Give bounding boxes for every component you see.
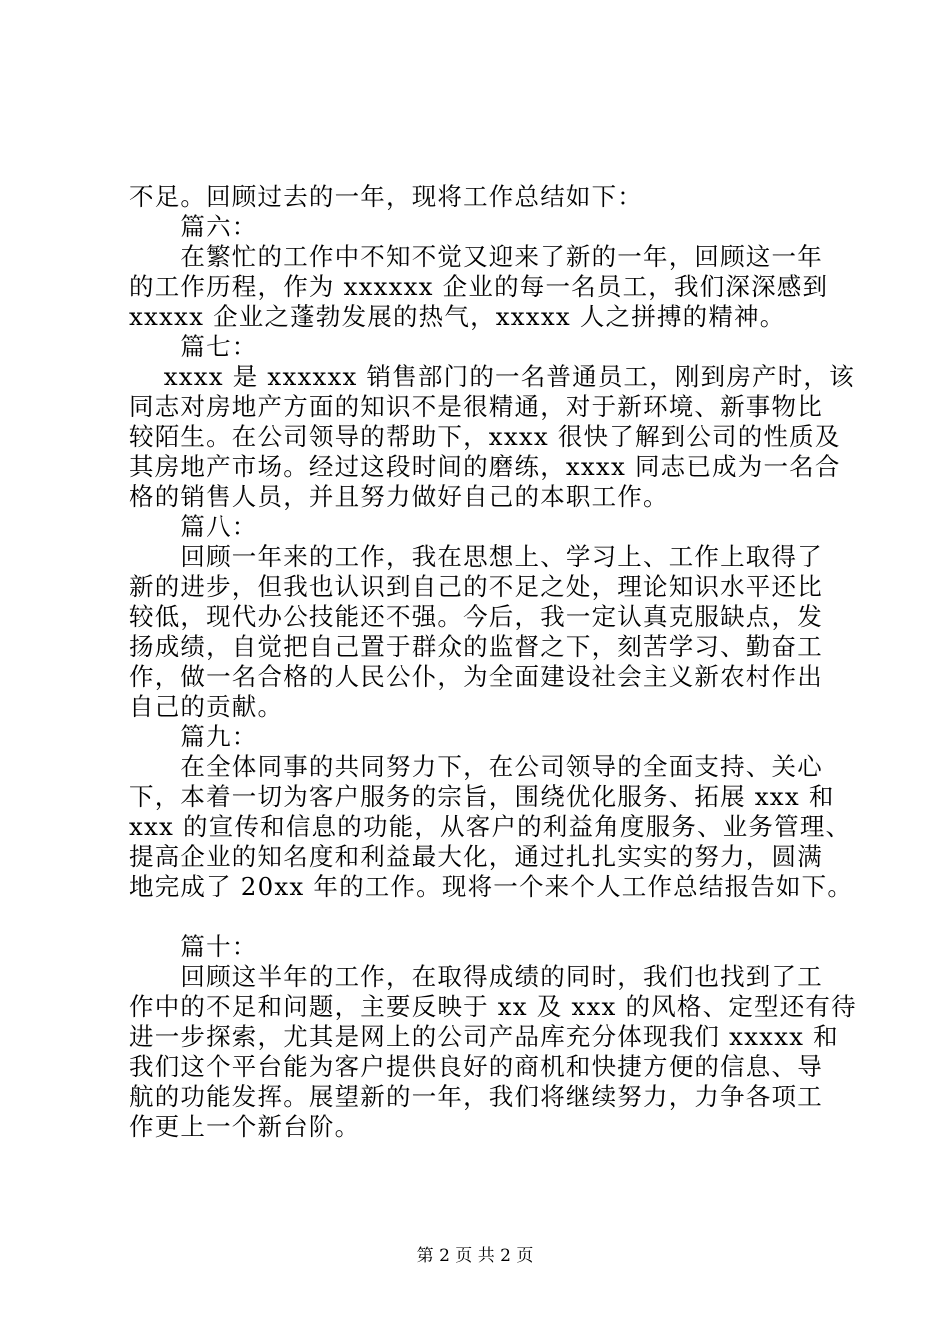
text-line: 作更上一个新台阶。	[129, 1112, 361, 1141]
text-line: xxx 的宣传和信息的功能，从客户的利益角度服务、业务管理、	[129, 812, 852, 841]
text-line: 不足。回顾过去的一年，现将工作总结如下：	[129, 182, 643, 211]
section-heading: 篇六：	[129, 212, 258, 241]
text-line: 自己的贡献。	[129, 692, 284, 721]
section-heading: 篇十：	[129, 932, 258, 961]
page-footer: 第 2 页 共 2 页	[416, 1246, 534, 1266]
text-line: 新的进步，但我也认识到自己的不足之处，理论知识水平还比	[129, 572, 823, 601]
text-line: xxxx 是 xxxxxx 销售部门的一名普通员工，刚到房产时，该	[129, 362, 855, 391]
text-line: 作，做一名合格的人民公仆，为全面建设社会主义新农村作出	[129, 662, 823, 691]
text-line: 进一步探索，尤其是网上的公司产品库充分体现我们 xxxxx 和	[129, 1022, 839, 1051]
text-line: 较低，现代办公技能还不强。今后，我一定认真克服缺点，发	[129, 602, 823, 631]
text-line: 作中的不足和问题，主要反映于 xx 及 xxx 的风格、定型还有待	[129, 992, 857, 1021]
text-line: 的工作历程，作为 xxxxxx 企业的每一名员工，我们深深感到	[129, 272, 829, 301]
text-line: 回顾一年来的工作，我在思想上、学习上、工作上取得了	[129, 542, 823, 571]
text-line: 较陌生。在公司领导的帮助下，xxxx 很快了解到公司的性质及	[129, 422, 841, 451]
section-heading: 篇九：	[129, 722, 258, 751]
section-heading: 篇八：	[129, 512, 258, 541]
text-line: 格的销售人员，并且努力做好自己的本职工作。	[129, 482, 669, 511]
text-line: xxxxx 企业之蓬勃发展的热气，xxxxx 人之拼搏的精神。	[129, 302, 786, 331]
text-line: 在全体同事的共同努力下，在公司领导的全面支持、关心	[129, 752, 823, 781]
text-line: 同志对房地产方面的知识不是很精通，对于新环境、新事物比	[129, 392, 823, 421]
text-line: 其房地产市场。经过这段时间的磨练，xxxx 同志已成为一名合	[129, 452, 841, 481]
text-line: 提高企业的知名度和利益最大化，通过扎扎实实的努力，圆满	[129, 842, 823, 871]
text-line: 下，本着一切为客户服务的宗旨，围绕优化服务、拓展 xxx 和	[129, 782, 835, 811]
text-line: 我们这个平台能为客户提供良好的商机和快捷方便的信息、导	[129, 1052, 823, 1081]
text-line: 地完成了 20xx 年的工作。现将一个来个人工作总结报告如下。	[129, 872, 854, 901]
text-line: 扬成绩，自觉把自己置于群众的监督之下，刻苦学习、勤奋工	[129, 632, 823, 661]
text-line: 航的功能发挥。展望新的一年，我们将继续努力，力争各项工	[129, 1082, 823, 1111]
text-line: 在繁忙的工作中不知不觉又迎来了新的一年，回顾这一年	[129, 242, 823, 271]
section-heading: 篇七：	[129, 332, 258, 361]
text-line: 回顾这半年的工作，在取得成绩的同时，我们也找到了工	[129, 962, 823, 991]
